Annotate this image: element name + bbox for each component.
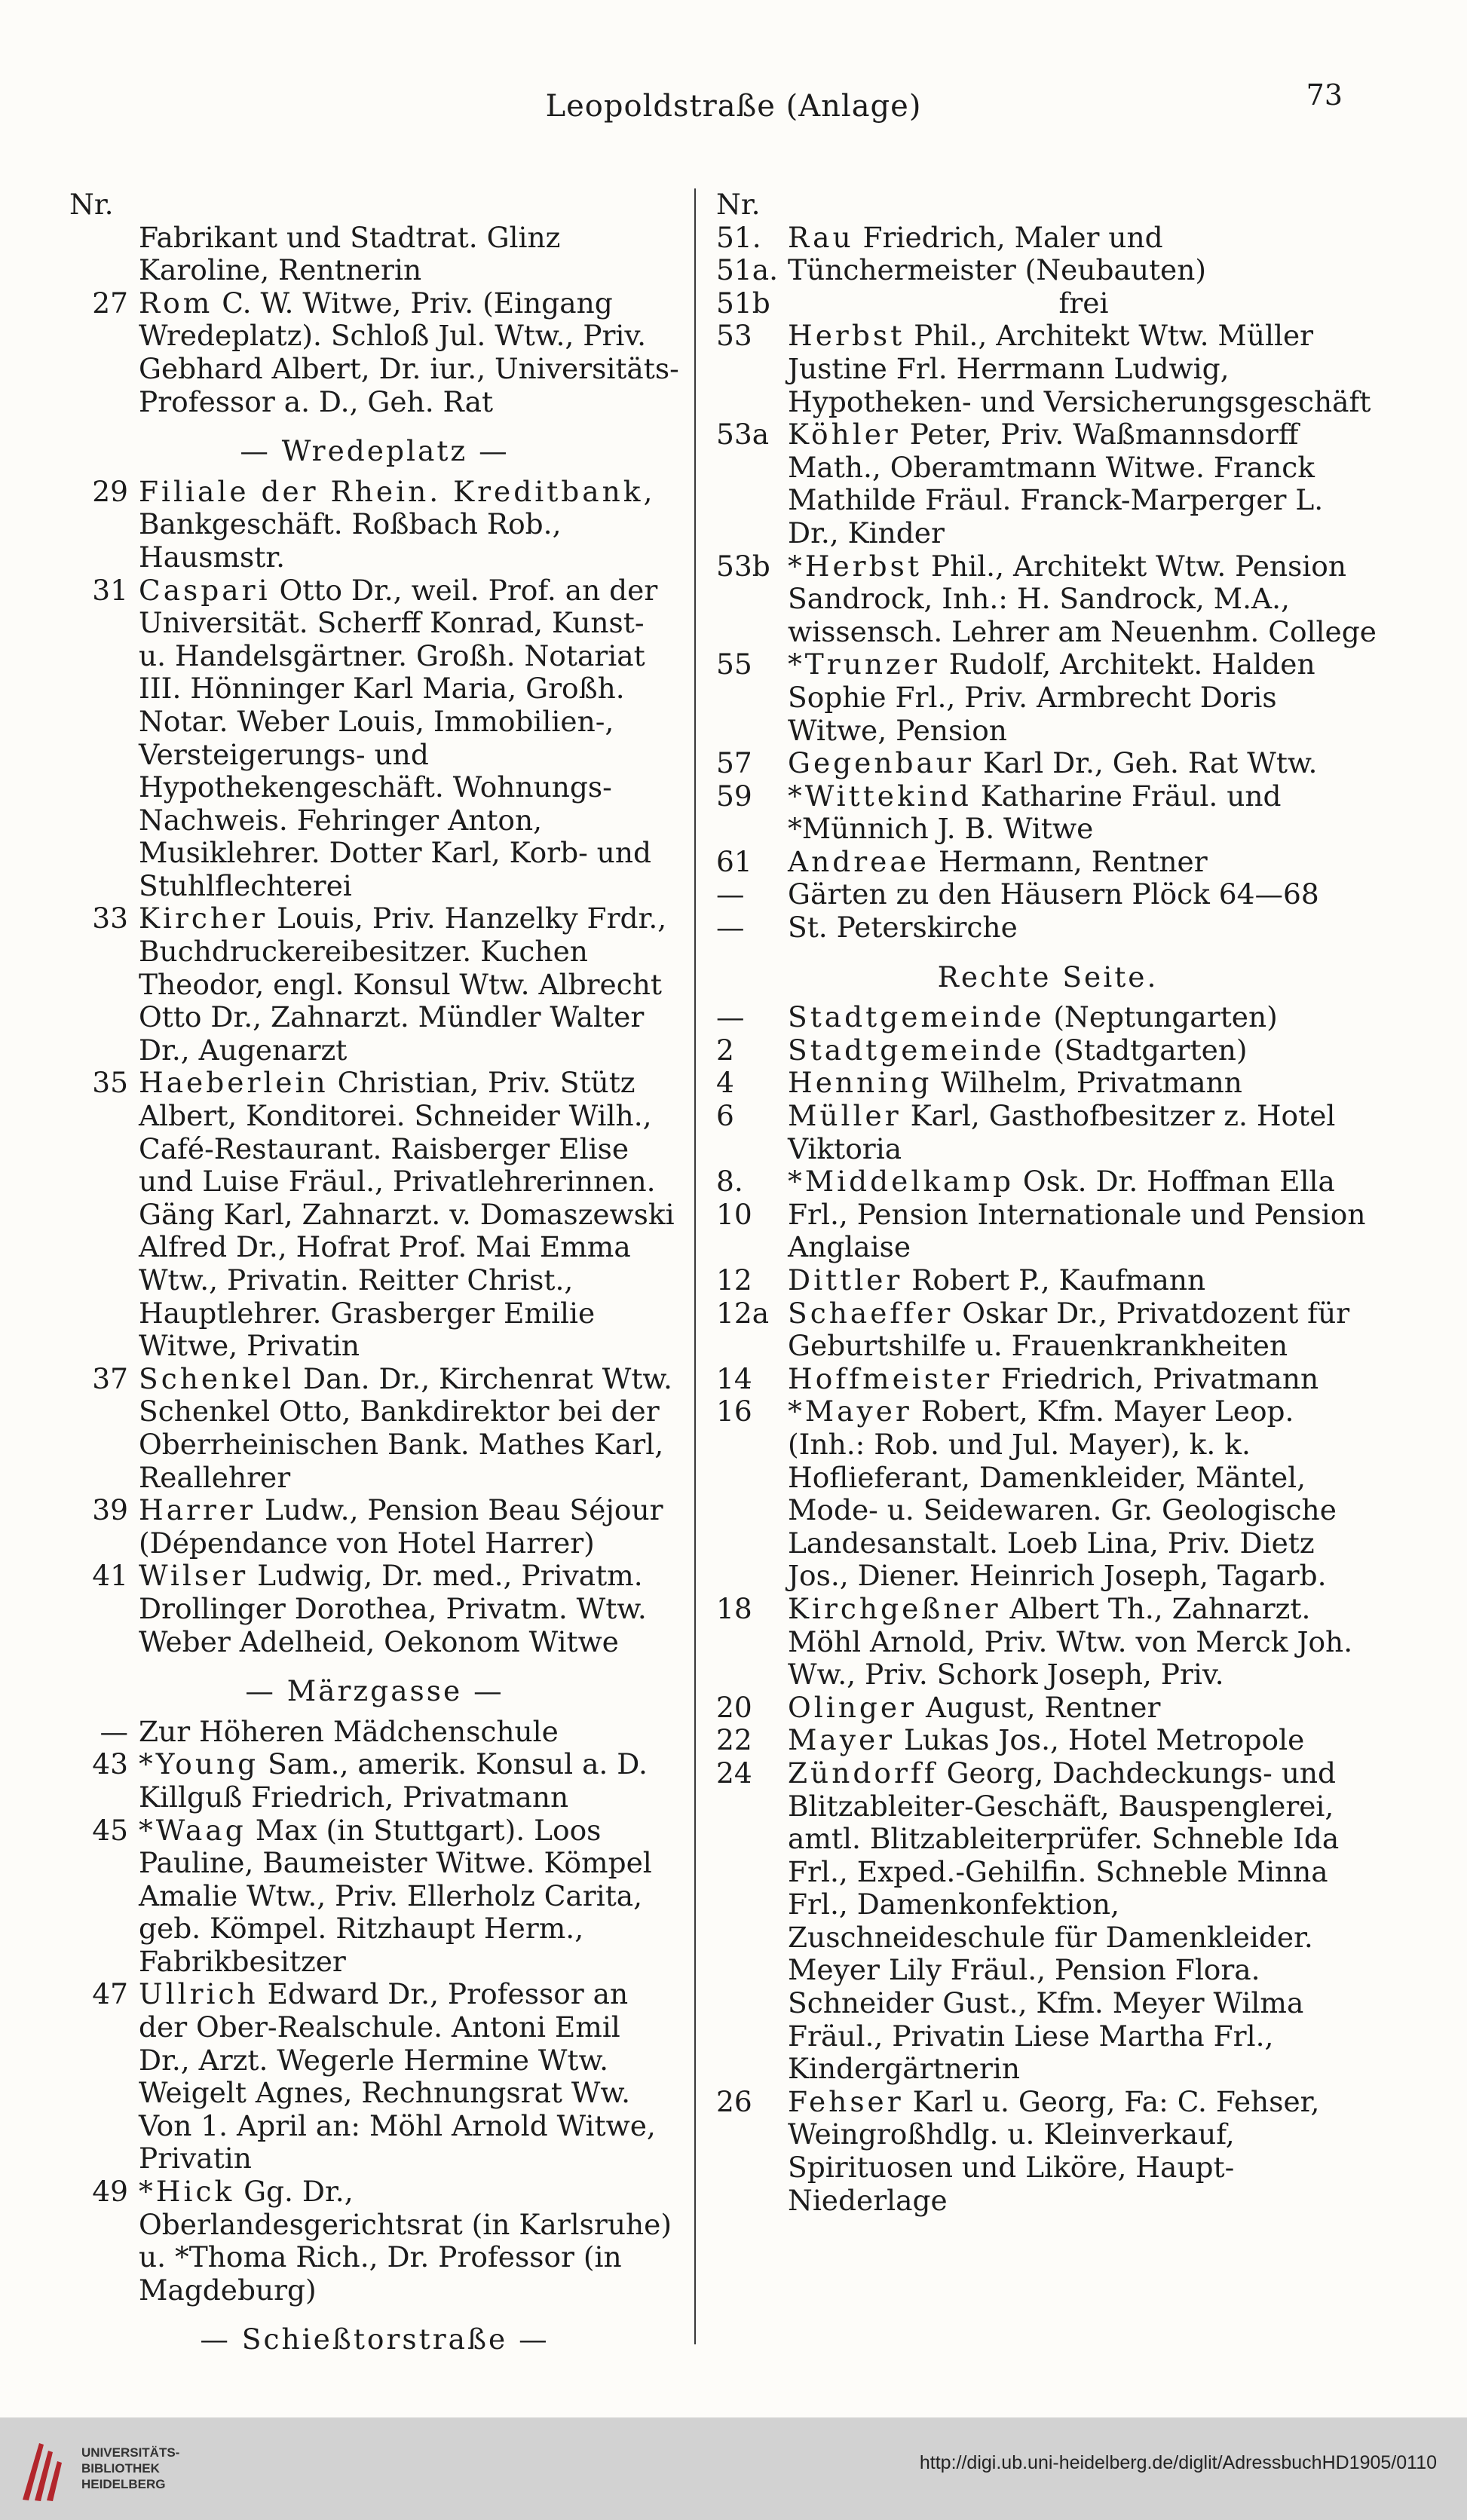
directory-entry <box>69 222 680 287</box>
directory-entry <box>69 476 680 574</box>
directory-entry <box>69 1978 680 2176</box>
footer-bar <box>0 2417 1467 2520</box>
house-number: 2 <box>716 1033 734 1067</box>
directory-entry <box>716 1165 1380 1264</box>
column-divider <box>694 188 696 2344</box>
residents-text: Edward Dr., Professor an der Ober-Realschule. Antoni Emil Dr., Arzt. Wegerle Hermine Wtw. Weigelt Agnes, Rechnungsrat Ww. Von 1. April an: Möhl Arnold Witwe, Privatin <box>139 1977 656 2176</box>
owner-name: Rom <box>139 286 213 320</box>
directory-entry <box>716 1757 1380 2086</box>
owner-name: Müller <box>788 1099 902 1133</box>
owner-name: Schaeffer <box>788 1296 954 1330</box>
directory-entry <box>716 1593 1380 1692</box>
house-number: 59 <box>716 779 752 813</box>
column-head: Nr. <box>716 188 761 221</box>
residents-text: Louis, Priv. Hanzelky Frdr., Buchdruckereibesitzer. Kuchen Theodor, engl. Konsul Wtw. Albrecht Otto Dr., Zahnarzt. Mündler Walter Dr., Augenarzt <box>139 902 667 1067</box>
residents-text: Phil., Architekt Wtw. Müller Justine Frl. Herrmann Ludwig, Hypotheken- und Versicherungsgeschäft <box>788 319 1371 418</box>
directory-entry <box>716 911 1380 945</box>
owner-name: Dittler <box>788 1263 903 1297</box>
house-number: 47 <box>92 1977 128 2011</box>
house-number: — <box>716 877 745 911</box>
owner-name: Olinger <box>788 1690 917 1724</box>
house-number: 53b <box>716 549 770 583</box>
owner-name: Gegenbaur <box>788 746 974 780</box>
directory-entry <box>716 1067 1380 1100</box>
owner-name: *Young <box>139 1747 259 1781</box>
residents-text: Ludwig, Dr. med., Privatm. Drollinger Dorothea, Privatm. Wtw. Weber Adelheid, Oekonom Witwe <box>139 1559 647 1658</box>
residents-text: Gärten zu den Häusern Plöck 64—68 <box>788 877 1319 911</box>
directory-entry <box>716 320 1380 418</box>
house-number: 12 <box>716 1263 752 1297</box>
house-number: 61 <box>716 844 752 878</box>
residents-text: Dan. Dr., Kirchenrat Wtw. Schenkel Otto, Bankdirektor bei der Oberrheinischen Bank. Mathes Karl, Reallehrer <box>139 1361 672 1494</box>
house-number: 53a <box>716 418 770 452</box>
directory-entry <box>716 418 1380 550</box>
residents-text: Karl Dr., Geh. Rat Wtw. <box>982 746 1318 780</box>
directory-entry <box>69 1748 680 1814</box>
directory-entry <box>716 1297 1380 1363</box>
directory-entry <box>716 1264 1380 1297</box>
house-number: 45 <box>92 1813 128 1847</box>
house-number: 12a <box>716 1296 770 1330</box>
house-number: 27 <box>92 286 128 320</box>
owner-name: Kirchgeßner <box>788 1591 1001 1625</box>
residents-text: Max (in Stuttgart). Loos Pauline, Baumeister Witwe. Kömpel Amalie Wtw., Priv. Ellerholz Carita, geb. Kömpel. Ritzhaupt Herm., Fabrikbesitzer <box>139 1813 652 1978</box>
house-number: — <box>716 911 745 945</box>
owner-name: Caspari <box>139 573 271 607</box>
owner-name: Herbst <box>788 319 905 353</box>
directory-entry <box>716 550 1380 649</box>
residents-text: Osk. Dr. Hoffman Ella Frl., Pension Internationale und Pension Anglaise <box>788 1165 1366 1264</box>
house-number: 57 <box>716 746 752 780</box>
house-number: — <box>100 1714 128 1748</box>
residents-text: Hermann, Rentner <box>938 844 1208 878</box>
owner-name: Mayer <box>788 1723 896 1757</box>
owner-name: Zündorff <box>788 1756 938 1790</box>
residents-text: C. W. Witwe, Priv. (Eingang Wredeplatz). Schloß Jul. Wtw., Priv. Gebhard Albert, Dr. iur., Universitäts-Professor a. D., Geh. Rat <box>139 286 679 418</box>
directory-entry <box>716 878 1380 911</box>
directory-entry <box>716 648 1380 747</box>
owner-name: *Middelkamp <box>788 1165 1014 1199</box>
residents-text: Phil., Architekt Wtw. Pension Sandrock, Inh.: H. Sandrock, M.A., wissensch. Lehrer am Neuenhm. College <box>788 549 1377 648</box>
owner-name: *Wittekind <box>788 779 972 813</box>
house-number: 55 <box>716 648 752 681</box>
house-number: 37 <box>92 1361 128 1395</box>
house-number: 24 <box>716 1756 752 1790</box>
directory-entry <box>69 1363 680 1494</box>
house-number: 51. 51a. 51b <box>716 220 778 320</box>
house-number: 14 <box>716 1361 752 1395</box>
residents-text: Sam., amerik. Konsul a. D. Killguß Friedrich, Privatmann <box>139 1747 648 1814</box>
running-title: Leopoldstraße (Anlage) <box>545 89 922 124</box>
house-number: — <box>716 1000 745 1034</box>
residents-text: Peter, Priv. Waßmannsdorff Math., Oberamtmann Witwe. Franck Mathilde Fräul. Franck-Marperger L. Dr., Kinder <box>788 418 1324 550</box>
directory-entry <box>69 1067 680 1362</box>
house-number: 6 <box>716 1099 734 1133</box>
house-number: 49 <box>92 2175 128 2209</box>
owner-name: Rau <box>788 220 854 254</box>
owner-name: *Trunzer <box>788 648 940 681</box>
house-number: 29 <box>92 474 128 508</box>
house-number: 18 <box>716 1591 752 1625</box>
directory-entry <box>69 902 680 1067</box>
owner-name: *Waag <box>139 1813 247 1847</box>
owner-name: Köhler <box>788 418 901 452</box>
residents-text: Gg. Dr., Oberlandesgerichtsrat (in Karlsruhe) u. *Thoma Rich., Dr. Professor (in Magdeburg) <box>139 2175 672 2307</box>
residents-text: Albert Th., Zahnarzt. Möhl Arnold, Priv. Wtw. von Merck Joh. Ww., Priv. Schork Joseph, Priv. <box>788 1591 1353 1692</box>
directory-entry <box>69 287 680 418</box>
directory-entry <box>716 1363 1380 1396</box>
section-heading: Rechte Seite. <box>937 960 1159 994</box>
residents-text: St. Peterskirche <box>788 911 1018 945</box>
owner-name: Stadtgemeinde <box>788 1000 1045 1034</box>
owner-name: Stadtgemeinde <box>788 1033 1045 1067</box>
owner-name: Andreae <box>788 844 930 878</box>
house-number: 35 <box>92 1066 128 1100</box>
directory-entry <box>716 780 1380 846</box>
directory-entry <box>716 1395 1380 1593</box>
section-heading: — Schießtorstraße — <box>200 2323 550 2352</box>
directory-entry <box>69 1716 680 1749</box>
library-name-line: HEIDELBERG <box>81 2477 166 2491</box>
residents-text: Fabrikant und Stadtrat. Glinz Karoline, Rentnerin <box>139 220 561 287</box>
owner-name: *Herbst <box>788 549 922 583</box>
owner-name: Haeberlein <box>139 1066 329 1100</box>
owner-name: Kircher <box>139 902 268 935</box>
residents-text: Lukas Jos., Hotel Metropole <box>903 1723 1305 1757</box>
residents-text: Friedrich, Privatmann <box>1001 1361 1319 1395</box>
residents-text: Georg, Dachdeckungs- und Blitzableiter-Geschäft, Bauspenglerei, amtl. Blitzableiterprüfer. Schneble Ida Frl., Exped.-Gehilfin. Schneble Minna Frl., Damenkonfektion, Zuschneideschule für Damenkleider. Meyer Lily Fräul., Pension Flora. Schneider Gust., Kfm. Meyer Wilma Fräul., Privatin Liese Martha Frl., Kindergärtnerin <box>788 1756 1340 2086</box>
library-logo-icon <box>17 2436 65 2503</box>
section-heading: — Märzgasse — <box>245 1674 504 1708</box>
residents-text: Katharine Fräul. und *Münnich J. B. Witwe <box>788 779 1282 846</box>
column-head: Nr. <box>69 188 114 221</box>
residents-text: Robert, Kfm. Mayer Leop. (Inh.: Rob. und Jul. Mayer), k. k. Hoflieferant, Damenkleider, Mäntel, Mode- u. Seidewaren. Gr. Geologische Landesanstalt. Loeb Lina, Priv. Dietz Jos., Diener. Heinrich Joseph, Tagarb. <box>788 1395 1337 1593</box>
residents-text: August, Rentner <box>925 1690 1161 1724</box>
directory-entry <box>716 2086 1380 2217</box>
residents-text: Ludw., Pension Beau Séjour (Dépendance von Hotel Harrer) <box>139 1493 663 1560</box>
house-number: 53 <box>716 319 752 353</box>
page-number: 73 <box>1306 78 1343 112</box>
directory-entry <box>69 1814 680 1979</box>
owner-name: *Mayer <box>788 1395 912 1428</box>
house-number: 22 <box>716 1723 752 1757</box>
directory-entry <box>69 1494 680 1560</box>
house-number: 33 <box>92 902 128 935</box>
residents-text: Oskar Dr., Privatdozent für Geburtshilfe u. Frauenkrankheiten <box>788 1296 1350 1363</box>
owner-name: Filiale der Rhein. Kreditbank, <box>139 474 656 508</box>
residents-text: Bankgeschäft. Roßbach Rob., Hausmstr. <box>139 507 562 574</box>
left-column <box>69 188 680 2352</box>
directory-entry <box>69 574 680 903</box>
residents-text: Friedrich, Maler und Tünchermeister (Neubauten) <box>788 220 1207 287</box>
owner-name: Henning <box>788 1066 933 1100</box>
residents-text: Wilhelm, Privatmann <box>941 1066 1242 1100</box>
right-column <box>716 188 1380 2352</box>
directory-entry <box>716 1034 1380 1067</box>
directory-entry <box>716 1724 1380 1757</box>
house-number: 16 <box>716 1395 752 1428</box>
residents-text: Karl, Gasthofbesitzer z. Hotel Viktoria <box>788 1099 1336 1165</box>
owner-name: Ullrich <box>139 1977 259 2011</box>
house-number: 4 <box>716 1066 734 1100</box>
library-name-line: UNIVERSITÄTS- <box>81 2445 180 2460</box>
directory-entry <box>716 287 1380 320</box>
owner-name: Harrer <box>139 1493 256 1527</box>
house-number: 31 <box>92 573 128 607</box>
residents-text: Zur Höheren Mädchenschule <box>139 1714 559 1748</box>
directory-entry <box>716 747 1380 780</box>
house-number: 8. 10 <box>716 1165 752 1231</box>
section-heading: — Wredeplatz — <box>240 434 510 468</box>
residents-text: Rudolf, Architekt. Halden Sophie Frl., Priv. Armbrecht Doris Witwe, Pension <box>788 648 1315 747</box>
directory-entry <box>716 1001 1380 1034</box>
house-number: 26 <box>716 2084 752 2118</box>
owner-name: Schenkel <box>139 1361 295 1395</box>
house-number: 43 <box>92 1747 128 1781</box>
residents-text: Otto Dr., weil. Prof. an der Universität. Scherff Konrad, Kunst- u. Handelsgärtner. Großh. Notariat III. Hönninger Karl Maria, Großh. Notar. Weber Louis, Immobilien-, Versteigerungs- und Hypothekengeschäft. Wohnungs-Nachweis. Fehringer Anton, Musiklehrer. Dotter Karl, Korb- und Stuhlflechterei <box>139 573 658 902</box>
residents-text: (Neptungarten) <box>1053 1000 1278 1034</box>
residents-text: Robert P., Kaufmann <box>911 1263 1206 1297</box>
residents-text: frei <box>1058 286 1109 320</box>
directory-entry <box>716 846 1380 879</box>
house-number: 41 <box>92 1559 128 1593</box>
directory-entry <box>69 2176 680 2307</box>
residents-text: (Stadtgarten) <box>1053 1033 1248 1067</box>
house-number: 39 <box>92 1493 128 1527</box>
owner-name: Hoffmeister <box>788 1361 993 1395</box>
owner-name: Fehser <box>788 2084 904 2118</box>
owner-name: *Hick <box>139 2175 235 2209</box>
directory-entry <box>69 1560 680 1658</box>
library-name-line: BIBLIOTHEK <box>81 2461 160 2476</box>
source-url-link[interactable]: http://digi.ub.uni-heidelberg.de/diglit/AdressbuchHD1905/0110 <box>919 2452 1437 2473</box>
residents-text: Karl u. Georg, Fa: C. Fehser, Weingroßhdlg. u. Kleinverkauf, Spirituosen und Liköre, Haupt-Niederlage <box>788 2084 1320 2217</box>
directory-entry <box>716 1100 1380 1165</box>
directory-entry <box>716 1692 1380 1725</box>
page-header <box>0 78 1467 142</box>
house-number: 20 <box>716 1690 752 1724</box>
residents-text: Christian, Priv. Stütz Albert, Konditorei. Schneider Wilh., Café-Restaurant. Raisberger Elise und Luise Fräul., Privatlehrerinnen. Gäng Karl, Zahnarzt. v. Domaszewski Alfred Dr., Hofrat Prof. Mai Emma Wtw., Privatin. Reitter Christ., Hauptlehrer. Grasberger Emilie Witwe, Privatin <box>139 1066 675 1363</box>
owner-name: Wilser <box>139 1559 249 1593</box>
library-name <box>81 2445 179 2492</box>
